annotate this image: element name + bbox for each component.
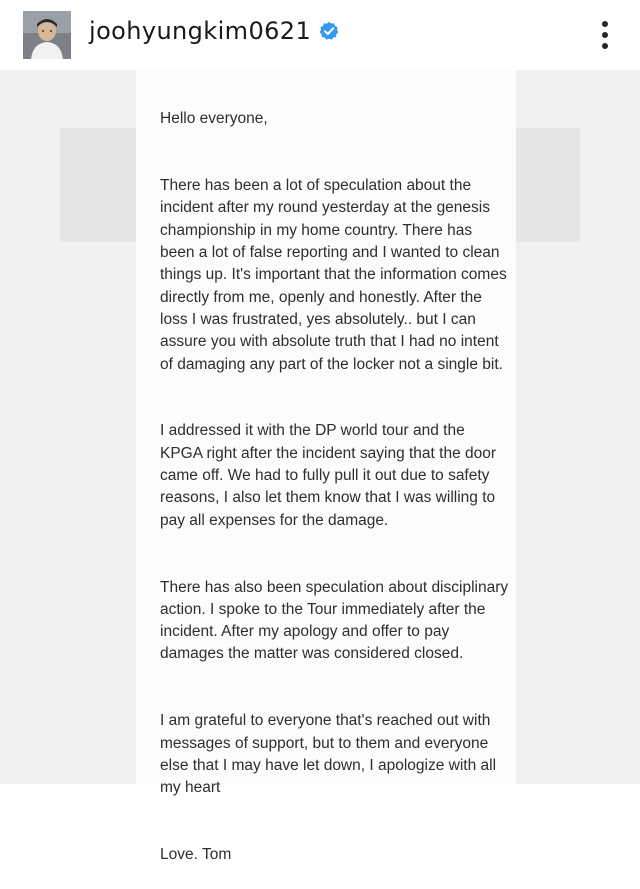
post-image[interactable] <box>0 70 640 864</box>
username-row <box>89 17 339 45</box>
profile-avatar[interactable] <box>23 11 71 59</box>
statement-greeting: Hello everyone, <box>160 110 268 128</box>
statement-paragraph: There has also been speculation about disciplinary action. I spoke to the Tour immediately after the incident. After my apology and offer to pay damages the matter was considered closed. <box>160 578 509 663</box>
statement-note <box>136 70 516 864</box>
statement-paragraph: There has been a lot of speculation about the incident after my round yesterday at the genesis championship in my home country. There has been a lot of false reporting and I wanted to clean things up. It's important that the information comes directly from me, openly and honestly. After the loss I was frustrated, yes absolutely.. but I can assure you with absolute truth that I had no intent of damaging any part of the locker not a single bit. <box>160 177 507 373</box>
more-dot <box>602 32 608 38</box>
verified-badge-icon <box>319 21 339 41</box>
more-vertical-icon <box>602 21 608 27</box>
statement-signoff: Love. Tom <box>160 846 232 864</box>
background-band <box>60 128 136 242</box>
background-band <box>516 128 580 242</box>
more-dot <box>602 43 608 49</box>
statement-paragraph: I addressed it with the DP world tour and the KPGA right after the incident saying that the door came off. We had to fully pull it out due to safety reasons, I also let them know that I was willing to pay all expenses for the damage. <box>160 422 497 529</box>
statement-paragraph: I am grateful to everyone that's reached out with messages of support, but to them and everyone else that I may have let down, I apologize with all my heart <box>160 712 497 797</box>
more-options-button[interactable] <box>592 18 618 52</box>
avatar-photo-icon <box>23 11 71 59</box>
username[interactable]: joohyungkim0621 <box>89 17 312 45</box>
post-header <box>0 0 640 70</box>
statement-text <box>160 86 510 889</box>
